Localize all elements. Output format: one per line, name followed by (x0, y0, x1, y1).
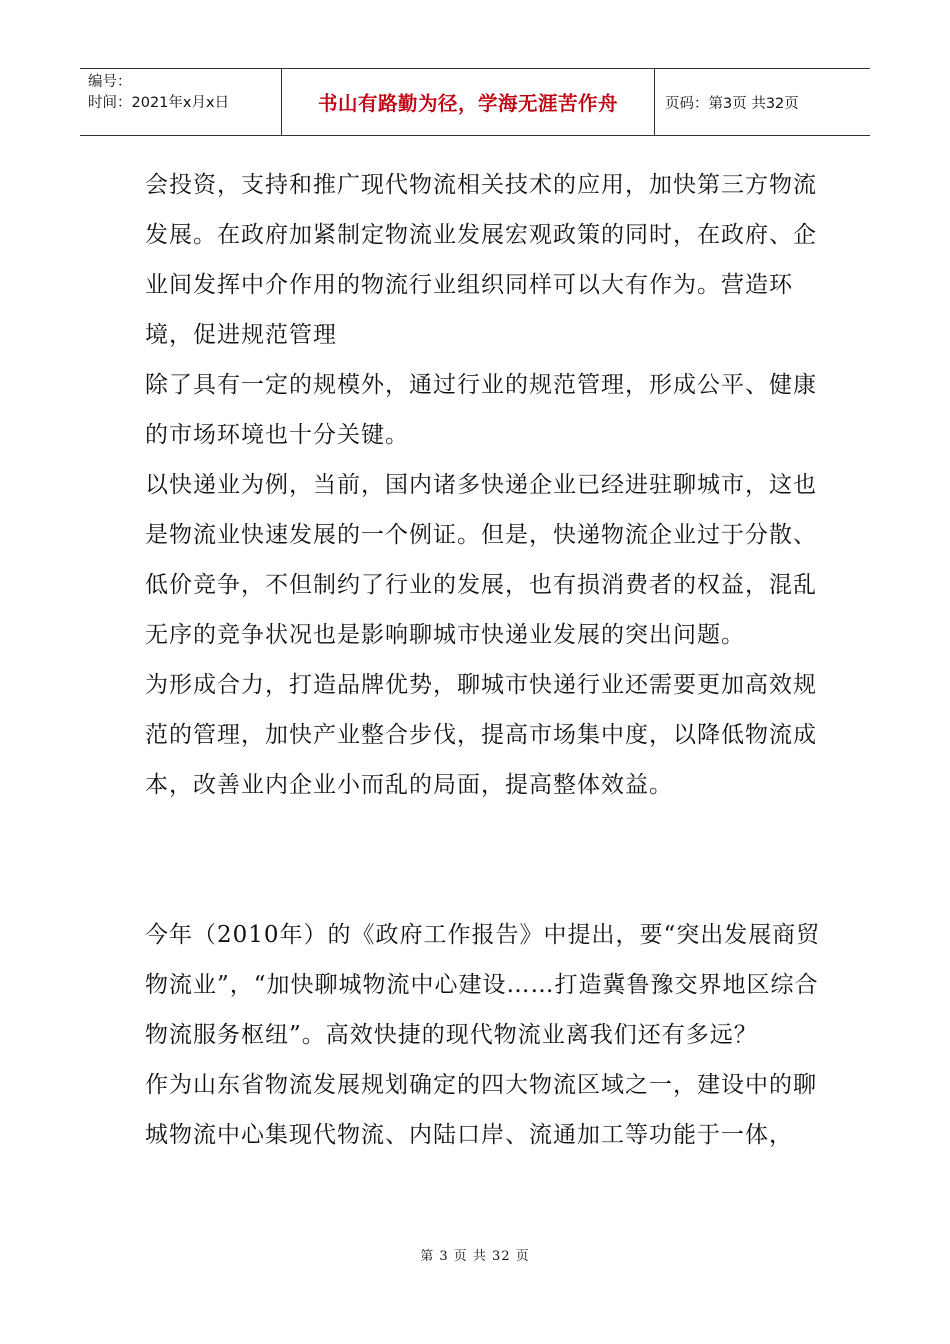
header-meta (80, 69, 281, 135)
paragraph-spacer (145, 810, 825, 910)
page-footer: 第 3 页 共 32 页 (420, 1249, 530, 1264)
paragraph: 以快递业为例，当前，国内诸多快递企业已经进驻聊城市，这也是物流业快速发展的一个例证。但是，快递物流企业过于分散、低价竞争，不但制约了行业的发展，也有损消费者的权益，混乱无序的竞争状况也是影响聊城市快递业发展的突出问题。 (145, 472, 817, 648)
header-motto: 书山有路勤为径，学海无涯苦作舟 (281, 69, 655, 135)
paragraph: 会投资，支持和推广现代物流相关技术的应用，加快第三方物流发展。在政府加紧制定物流业发展宏观政策的同时，在政府、企业间发挥中介作用的物流行业组织同样可以大有作为。营造环境，促进规范管理 (145, 172, 817, 348)
number-label: 编号： (88, 74, 132, 90)
paragraph: 为形成合力，打造品牌优势，聊城市快递行业还需要更加高效规范的管理，加快产业整合步伐，提高市场集中度，以降低物流成本，改善业内企业小而乱的局面，提高整体效益。 (145, 672, 817, 798)
header-page-info: 页码：第3页 共32页 (665, 95, 799, 112)
page-header (80, 68, 870, 136)
document-body (145, 160, 825, 1160)
time-label: 时间：2021年x月x日 (88, 95, 230, 111)
paragraph: 今年（2010年）的《政府工作报告》中提出，要“突出发展商贸物流业”，“加快聊城物流中心建设……打造冀鲁豫交界地区综合物流服务枢纽”。高效快捷的现代物流业离我们还有多远？ (145, 922, 821, 1048)
paragraph: 作为山东省物流发展规划确定的四大物流区域之一，建设中的聊城物流中心集现代物流、内陆口岸、流通加工等功能于一体， (145, 1072, 817, 1148)
paragraph: 除了具有一定的规模外，通过行业的规范管理，形成公平、健康的市场环境也十分关键。 (145, 372, 817, 448)
